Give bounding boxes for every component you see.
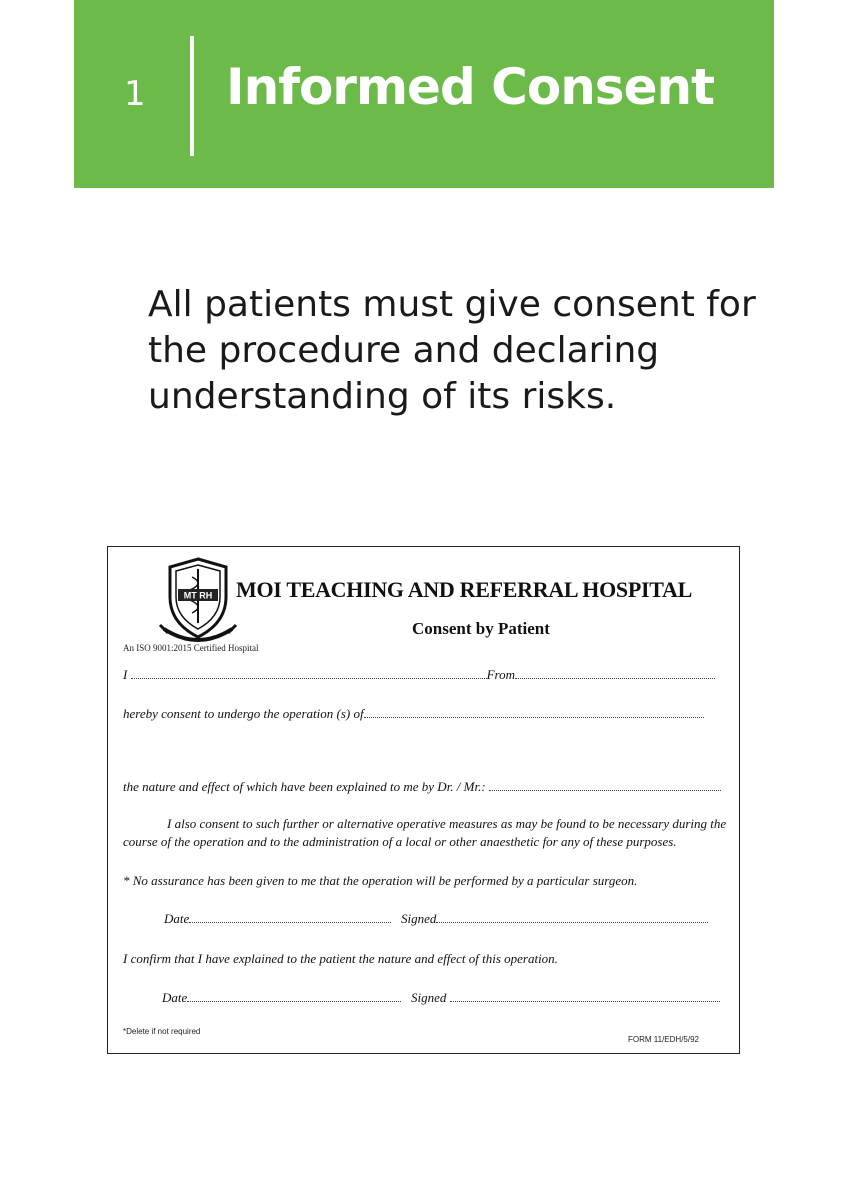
- section-title: Informed Consent: [226, 58, 714, 116]
- form-line-date-signed-2: Date Signed: [162, 990, 720, 1006]
- form-line-explained: the nature and effect of which have been explained to me by Dr. / Mr.:: [123, 779, 721, 795]
- form-footnote: *Delete if not required: [123, 1027, 201, 1036]
- form-number: FORM 11/EDH/5/92: [628, 1035, 699, 1044]
- form-title: Consent by Patient: [412, 619, 550, 638]
- hospital-name: MOI TEACHING AND REFERRAL HOSPITAL: [236, 577, 692, 602]
- form-line-name: I From: [123, 667, 715, 683]
- confirm-text: I confirm that I have explained to the patient the nature and effect of this operation.: [123, 951, 558, 966]
- form-line-operation: hereby consent to undergo the operation (s) of: [123, 706, 704, 722]
- form-line-date-signed: Date Signed: [164, 911, 708, 927]
- section-number: 1: [124, 74, 146, 114]
- svg-text:MT RH: MT RH: [183, 590, 213, 601]
- hospital-logo-icon: [156, 553, 240, 647]
- banner-divider: [190, 36, 194, 156]
- iso-note: An ISO 9001:2015 Certified Hospital: [123, 643, 259, 653]
- assurance-note: * No assurance has been given to me that the operation will be performed by a particular surgeon.: [123, 873, 638, 888]
- intro-text: All patients must give consent for the procedure and declaring understanding of its risks.: [148, 284, 756, 417]
- consent-paragraph: I also consent to such further or alternative operative measures as may be found to be necessary during the course of the operation and to the administration of a local or other anaesthetic for any of these purposes.: [123, 816, 727, 849]
- consent-form-image: [107, 546, 740, 1054]
